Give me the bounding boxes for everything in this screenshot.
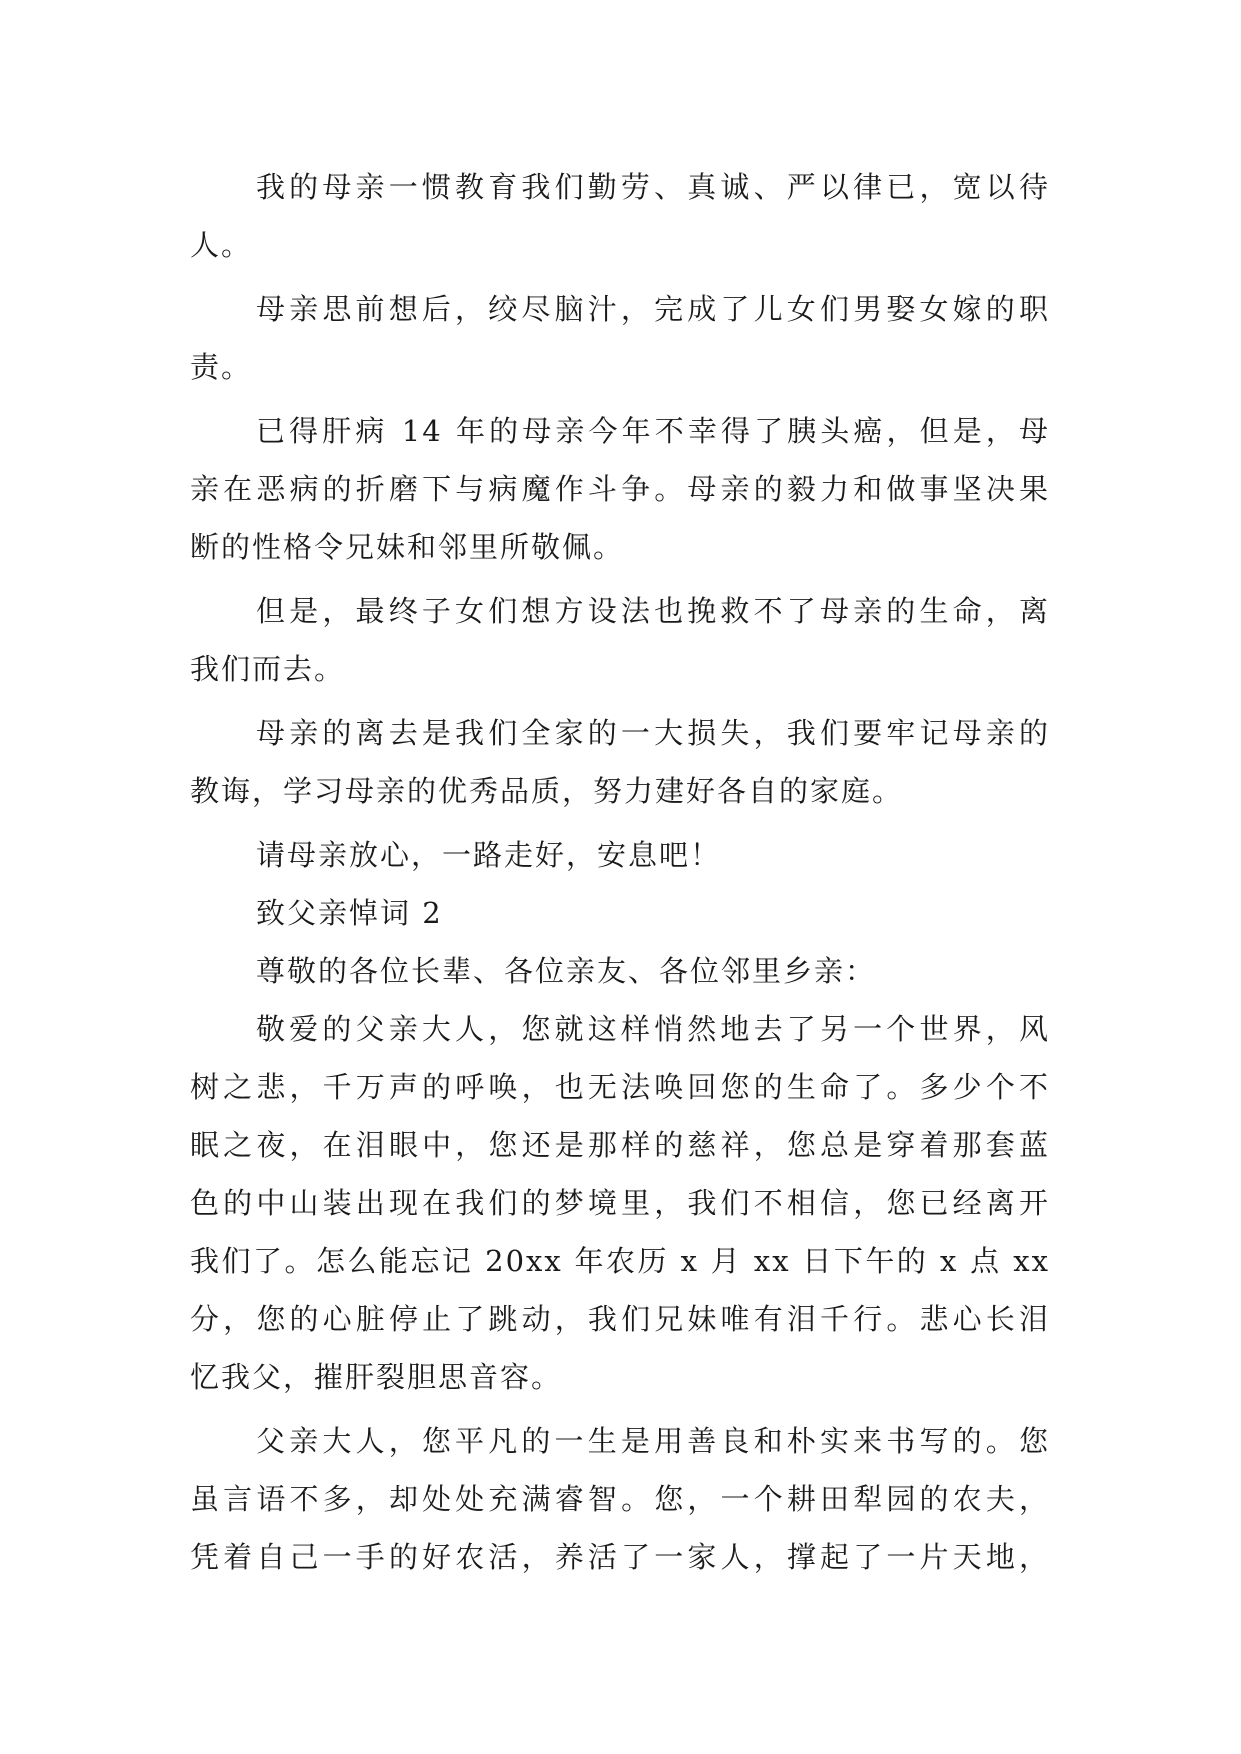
text-line: 断的性格令兄妹和邻里所敬佩。: [190, 530, 625, 564]
paragraph-7: [190, 1000, 1050, 1406]
text-line: 凭着自己一手的好农活，养活了一家人，撑起了一片天地，: [190, 1540, 1050, 1574]
text-line: 尊敬的各位长辈、各位亲友、各位邻里乡亲：: [256, 954, 877, 988]
paragraph-1: [190, 158, 1050, 274]
text-line: 父亲大人，您平凡的一生是用善良和朴实来书写的。您: [256, 1424, 1050, 1458]
text-line: 色的中山装出现在我们的梦境里，我们不相信，您已经离开: [190, 1186, 1050, 1220]
text-line: 我们而去。: [190, 652, 346, 686]
text-line: 母亲的离去是我们全家的一大损失，我们要牢记母亲的: [256, 716, 1050, 750]
text-line: 亲在恶病的折磨下与病魔作斗争。母亲的毅力和做事坚决果: [190, 472, 1050, 506]
text-line: 忆我父，摧肝裂胆思音容。: [190, 1360, 563, 1394]
paragraph-6: [190, 826, 1050, 884]
text-line: 教诲，学习母亲的优秀品质，努力建好各自的家庭。: [190, 774, 904, 808]
text-line: 但是，最终子女们想方设法也挽救不了母亲的生命，离: [256, 594, 1050, 628]
text-line: 人。: [190, 228, 253, 262]
text-line: 我们了。怎么能忘记 20xx 年农历 x 月 xx 日下午的 x 点 xx: [190, 1244, 1050, 1278]
document-body: [190, 158, 1050, 1586]
text-line: 请母亲放心，一路走好，安息吧！: [256, 838, 722, 872]
text-line: 分，您的心脏停止了跳动，我们兄妹唯有泪千行。悲心长泪: [190, 1302, 1050, 1336]
paragraph-2: [190, 280, 1050, 396]
text-line: 敬爱的父亲大人，您就这样悄然地去了另一个世界，风: [256, 1012, 1050, 1046]
text-line: 母亲思前想后，绞尽脑汁，完成了儿女们男娶女嫁的职: [256, 292, 1050, 326]
text-line: 已得肝病 14 年的母亲今年不幸得了胰头癌，但是，母: [256, 414, 1050, 448]
text-line: 虽言语不多，却处处充满睿智。您，一个耕田犁园的农夫，: [190, 1482, 1050, 1516]
paragraph-4: [190, 582, 1050, 698]
paragraph-3: [190, 402, 1050, 576]
text-line: 眠之夜，在泪眼中，您还是那样的慈祥，您总是穿着那套蓝: [190, 1128, 1050, 1162]
paragraph-5: [190, 704, 1050, 820]
text-line: 责。: [190, 350, 253, 384]
heading-line: 致父亲悼词 2: [256, 896, 443, 930]
salutation: [190, 942, 1050, 1000]
section-heading: [190, 884, 1050, 942]
text-line: 我的母亲一惯教育我们勤劳、真诚、严以律已，宽以待: [256, 170, 1050, 204]
paragraph-8: [190, 1412, 1050, 1586]
text-line: 树之悲，千万声的呼唤，也无法唤回您的生命了。多少个不: [190, 1070, 1050, 1104]
